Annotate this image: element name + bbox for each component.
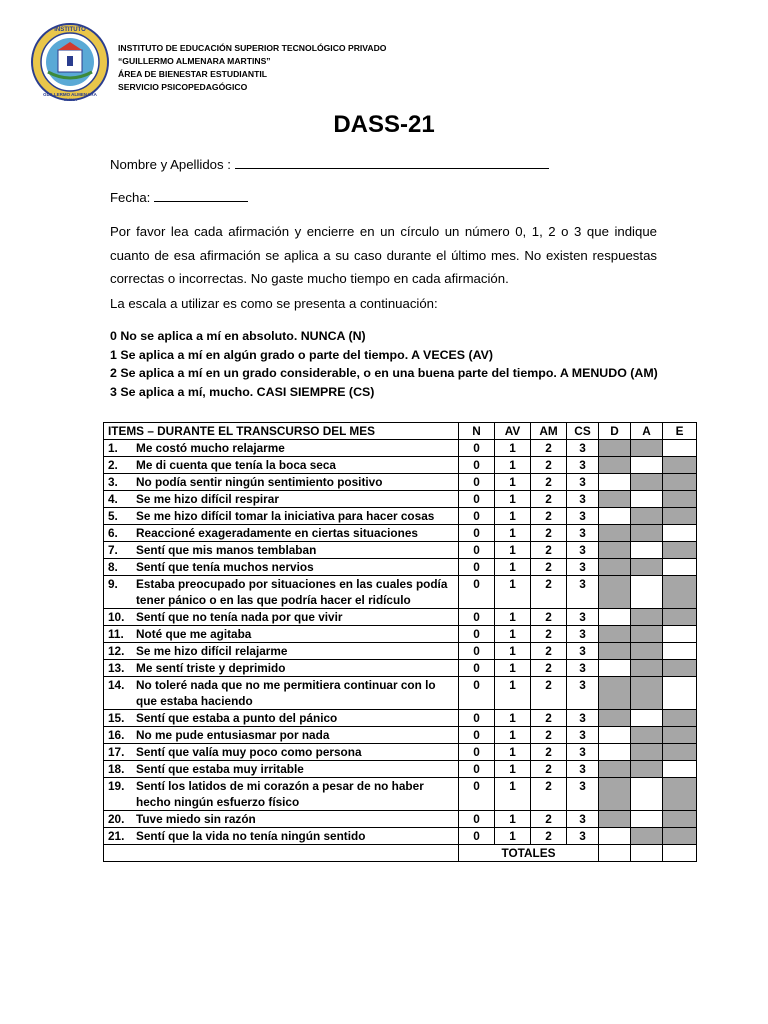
answer-option-3[interactable]: 3 (567, 491, 599, 508)
svg-text:TACNA: TACNA (63, 97, 77, 102)
score-cell-e (663, 576, 697, 609)
answer-option-2[interactable]: 2 (531, 778, 567, 811)
item-number: 1. (108, 441, 118, 455)
answer-option-0[interactable]: 0 (459, 457, 495, 474)
scale-item: 3 Se aplica a mí, mucho. CASI SIEMPRE (CS) (110, 384, 375, 399)
answer-option-2[interactable]: 2 (531, 559, 567, 576)
score-cell-a (631, 508, 663, 525)
item-number: 2. (108, 458, 118, 472)
score-cell-a (631, 440, 663, 457)
answer-option-2[interactable]: 2 (531, 828, 567, 845)
answer-option-0[interactable]: 0 (459, 744, 495, 761)
answer-option-3[interactable]: 3 (567, 440, 599, 457)
score-cell-a (631, 811, 663, 828)
item-number: 13. (108, 661, 125, 675)
answer-option-2[interactable]: 2 (531, 576, 567, 609)
answer-option-2[interactable]: 2 (531, 525, 567, 542)
date-blank-line[interactable] (154, 189, 248, 202)
name-label: Nombre y Apellidos : (110, 157, 231, 172)
answer-option-3[interactable]: 3 (567, 474, 599, 491)
answer-option-0[interactable]: 0 (459, 440, 495, 457)
answer-option-1[interactable]: 1 (495, 677, 531, 710)
answer-option-2[interactable]: 2 (531, 744, 567, 761)
item-text: Me sentí triste y deprimido (136, 661, 286, 675)
item-text-cell (104, 828, 459, 845)
answer-option-1[interactable]: 1 (495, 525, 531, 542)
table-row (104, 828, 697, 845)
answer-option-0[interactable]: 0 (459, 508, 495, 525)
score-cell-e (663, 542, 697, 559)
score-cell-e (663, 744, 697, 761)
institution-line: INSTITUTO DE EDUCACIÓN SUPERIOR TECNOLÓGICO PRIVADO (118, 43, 387, 53)
scale-item: 2 Se aplica a mí en un grado considerable, o en una buena parte del tiempo. A MENUDO (AM) (110, 366, 658, 380)
item-text-cell (104, 660, 459, 677)
item-text: Me di cuenta que tenía la boca seca (136, 458, 336, 472)
totals-label: TOTALES (459, 845, 599, 862)
total-e[interactable] (663, 845, 697, 862)
table-row (104, 677, 697, 710)
score-cell-a (631, 474, 663, 491)
item-text: Estaba preocupado por situaciones en las cuales podía tener pánico o en las que podría hacer el ridículo (136, 577, 448, 607)
score-cell-a (631, 626, 663, 643)
item-text-cell (104, 744, 459, 761)
score-cell-d (599, 744, 631, 761)
item-number: 5. (108, 509, 118, 523)
score-cell-d (599, 727, 631, 744)
item-text: Sentí que estaba muy irritable (136, 762, 304, 776)
answer-option-2[interactable]: 2 (531, 626, 567, 643)
answer-option-0[interactable]: 0 (459, 778, 495, 811)
score-cell-e (663, 440, 697, 457)
table-row (104, 643, 697, 660)
answer-option-2[interactable]: 2 (531, 811, 567, 828)
score-cell-e (663, 626, 697, 643)
instructions-paragraph: Por favor lea cada afirmación y encierre en un círculo un número 0, 1, 2 o 3 que indique cuanto de esa afirmación se aplica a su caso durante el último mes. No existen respuestas correctas o incorrectas. No gaste mucho tiempo en cada afirmación. (110, 224, 657, 286)
item-number: 9. (108, 577, 118, 591)
name-field[interactable] (110, 156, 549, 172)
table-row (104, 811, 697, 828)
score-cell-e (663, 508, 697, 525)
item-number: 20. (108, 812, 125, 826)
item-number: 14. (108, 678, 125, 692)
answer-option-1[interactable]: 1 (495, 542, 531, 559)
institution-line: “GUILLERMO ALMENARA MARTINS” (118, 56, 271, 66)
answer-option-3[interactable]: 3 (567, 744, 599, 761)
name-blank-line[interactable] (235, 156, 549, 169)
table-row (104, 508, 697, 525)
table-row (104, 710, 697, 727)
scale-item: 0 No se aplica a mí en absoluto. NUNCA (N) (110, 329, 366, 343)
score-cell-a (631, 525, 663, 542)
answer-option-2[interactable]: 2 (531, 761, 567, 778)
score-cell-d (599, 508, 631, 525)
item-text-cell (104, 508, 459, 525)
item-text: Reaccioné exageradamente en ciertas situaciones (136, 526, 418, 540)
header-n: N (459, 423, 495, 440)
answer-option-1[interactable]: 1 (495, 474, 531, 491)
item-text-cell (104, 811, 459, 828)
answer-option-0[interactable]: 0 (459, 559, 495, 576)
answer-option-1[interactable]: 1 (495, 744, 531, 761)
item-text-cell (104, 761, 459, 778)
answer-option-0[interactable]: 0 (459, 626, 495, 643)
score-cell-d (599, 643, 631, 660)
table-row (104, 609, 697, 626)
item-text-cell (104, 710, 459, 727)
score-cell-e (663, 491, 697, 508)
table-row (104, 457, 697, 474)
table-row (104, 727, 697, 744)
item-text: Sentí que no tenía nada por que vivir (136, 610, 343, 624)
score-cell-a (631, 660, 663, 677)
page-title: DASS-21 (333, 111, 435, 138)
answer-option-1[interactable]: 1 (495, 643, 531, 660)
score-cell-e (663, 609, 697, 626)
item-text-cell (104, 677, 459, 710)
score-cell-a (631, 559, 663, 576)
item-text-cell (104, 576, 459, 609)
answer-option-2[interactable]: 2 (531, 491, 567, 508)
item-text-cell (104, 727, 459, 744)
score-cell-d (599, 609, 631, 626)
score-cell-a (631, 677, 663, 710)
score-cell-d (599, 710, 631, 727)
item-text: Se me hizo difícil tomar la iniciativa para hacer cosas (136, 509, 435, 523)
header-av: AV (495, 423, 531, 440)
score-cell-d (599, 457, 631, 474)
svg-text:GUILLERMO ALMENARA: GUILLERMO ALMENARA (43, 92, 97, 97)
score-cell-a (631, 727, 663, 744)
item-number: 18. (108, 762, 125, 776)
answer-option-3[interactable]: 3 (567, 576, 599, 609)
answer-option-0[interactable]: 0 (459, 525, 495, 542)
answer-option-2[interactable]: 2 (531, 508, 567, 525)
answer-option-1[interactable]: 1 (495, 609, 531, 626)
score-cell-d (599, 761, 631, 778)
header (30, 22, 530, 102)
item-text: Sentí que estaba a punto del pánico (136, 711, 338, 725)
item-number: 17. (108, 745, 125, 759)
header-cs: CS (567, 423, 599, 440)
table-row (104, 525, 697, 542)
answer-option-1[interactable]: 1 (495, 576, 531, 609)
score-cell-e (663, 828, 697, 845)
score-cell-a (631, 609, 663, 626)
table-row (104, 474, 697, 491)
score-cell-d (599, 576, 631, 609)
scale-note: La escala a utilizar es como se presenta a continuación: (110, 296, 438, 311)
score-cell-d (599, 559, 631, 576)
score-cell-e (663, 778, 697, 811)
score-cell-d (599, 440, 631, 457)
answer-option-3[interactable]: 3 (567, 626, 599, 643)
date-field[interactable] (110, 189, 248, 205)
item-text: No toleré nada que no me permitiera continuar con lo que estaba haciendo (136, 678, 436, 708)
item-number: 21. (108, 829, 125, 843)
item-text-cell (104, 474, 459, 491)
answer-option-3[interactable]: 3 (567, 811, 599, 828)
score-cell-e (663, 457, 697, 474)
answer-option-0[interactable]: 0 (459, 474, 495, 491)
item-text: No me pude entusiasmar por nada (136, 728, 330, 742)
table-row (104, 744, 697, 761)
table-body (104, 440, 697, 845)
item-number: 19. (108, 779, 125, 793)
answer-option-1[interactable]: 1 (495, 491, 531, 508)
header-e: E (663, 423, 697, 440)
answer-option-0[interactable]: 0 (459, 576, 495, 609)
score-cell-e (663, 643, 697, 660)
item-text: Sentí que mis manos temblaban (136, 543, 317, 557)
item-number: 10. (108, 610, 125, 624)
answer-option-2[interactable]: 2 (531, 677, 567, 710)
table-row (104, 491, 697, 508)
score-cell-d (599, 778, 631, 811)
item-text: Sentí que valía muy poco como persona (136, 745, 362, 759)
answer-option-0[interactable]: 0 (459, 811, 495, 828)
item-text-cell (104, 491, 459, 508)
answer-option-3[interactable]: 3 (567, 609, 599, 626)
totals-row (104, 845, 697, 862)
score-cell-d (599, 811, 631, 828)
score-cell-e (663, 710, 697, 727)
item-text: Tuve miedo sin razón (136, 812, 256, 826)
item-text: Sentí que la vida no tenía ningún sentido (136, 829, 366, 843)
answer-option-2[interactable]: 2 (531, 710, 567, 727)
score-cell-e (663, 677, 697, 710)
score-cell-e (663, 559, 697, 576)
dass-items-table (103, 422, 697, 862)
item-number: 12. (108, 644, 125, 658)
answer-option-0[interactable]: 0 (459, 710, 495, 727)
header-am: AM (531, 423, 567, 440)
item-number: 3. (108, 475, 118, 489)
scale-list (110, 327, 658, 401)
score-cell-d (599, 660, 631, 677)
answer-option-3[interactable]: 3 (567, 828, 599, 845)
answer-option-1[interactable]: 1 (495, 761, 531, 778)
header-d: D (599, 423, 631, 440)
score-cell-d (599, 828, 631, 845)
answer-option-0[interactable]: 0 (459, 542, 495, 559)
total-a[interactable] (631, 845, 663, 862)
answer-option-3[interactable]: 3 (567, 778, 599, 811)
svg-text:INSTITUTO: INSTITUTO (54, 27, 86, 33)
item-text-cell (104, 525, 459, 542)
score-cell-d (599, 677, 631, 710)
answer-option-1[interactable]: 1 (495, 508, 531, 525)
answer-option-3[interactable]: 3 (567, 643, 599, 660)
item-text: Se me hizo difícil relajarme (136, 644, 288, 658)
answer-option-1[interactable]: 1 (495, 778, 531, 811)
score-cell-a (631, 828, 663, 845)
answer-option-0[interactable]: 0 (459, 727, 495, 744)
score-cell-d (599, 542, 631, 559)
answer-option-1[interactable]: 1 (495, 559, 531, 576)
score-cell-e (663, 525, 697, 542)
table-row (104, 761, 697, 778)
answer-option-3[interactable]: 3 (567, 677, 599, 710)
answer-option-1[interactable]: 1 (495, 440, 531, 457)
score-cell-e (663, 727, 697, 744)
item-text-cell (104, 609, 459, 626)
institute-logo-icon (30, 22, 110, 102)
answer-option-3[interactable]: 3 (567, 559, 599, 576)
answer-option-3[interactable]: 3 (567, 457, 599, 474)
table-row (104, 778, 697, 811)
answer-option-1[interactable]: 1 (495, 626, 531, 643)
item-text: Se me hizo difícil respirar (136, 492, 279, 506)
answer-option-2[interactable]: 2 (531, 660, 567, 677)
institution-line: SERVICIO PSICOPEDAGÓGICO (118, 82, 248, 92)
score-cell-a (631, 643, 663, 660)
answer-option-2[interactable]: 2 (531, 727, 567, 744)
answer-option-0[interactable]: 0 (459, 609, 495, 626)
institution-info (118, 42, 387, 94)
date-label: Fecha: (110, 190, 151, 205)
item-number: 7. (108, 543, 118, 557)
item-number: 15. (108, 711, 125, 725)
item-number: 8. (108, 560, 118, 574)
score-cell-d (599, 525, 631, 542)
table-header-row (104, 423, 697, 440)
answer-option-2[interactable]: 2 (531, 474, 567, 491)
total-d[interactable] (599, 845, 631, 862)
answer-option-1[interactable]: 1 (495, 727, 531, 744)
score-cell-a (631, 457, 663, 474)
score-cell-e (663, 660, 697, 677)
table-row (104, 576, 697, 609)
answer-option-2[interactable]: 2 (531, 457, 567, 474)
score-cell-d (599, 474, 631, 491)
table-row (104, 559, 697, 576)
answer-option-1[interactable]: 1 (495, 660, 531, 677)
score-cell-a (631, 744, 663, 761)
item-text-cell (104, 626, 459, 643)
item-text-cell (104, 457, 459, 474)
answer-option-0[interactable]: 0 (459, 643, 495, 660)
score-cell-d (599, 626, 631, 643)
header-items: ITEMS – DURANTE EL TRANSCURSO DEL MES (104, 423, 459, 440)
score-cell-a (631, 710, 663, 727)
table-row (104, 626, 697, 643)
score-cell-a (631, 542, 663, 559)
answer-option-1[interactable]: 1 (495, 457, 531, 474)
item-text: Me costó mucho relajarme (136, 441, 285, 455)
answer-option-3[interactable]: 3 (567, 525, 599, 542)
item-text: Noté que me agitaba (136, 627, 252, 641)
item-text-cell (104, 542, 459, 559)
answer-option-0[interactable]: 0 (459, 761, 495, 778)
answer-option-0[interactable]: 0 (459, 677, 495, 710)
scale-item: 1 Se aplica a mí en algún grado o parte del tiempo. A VECES (AV) (110, 347, 494, 362)
item-text-cell (104, 643, 459, 660)
score-cell-a (631, 491, 663, 508)
answer-option-1[interactable]: 1 (495, 710, 531, 727)
answer-option-0[interactable]: 0 (459, 660, 495, 677)
item-text-cell (104, 778, 459, 811)
answer-option-0[interactable]: 0 (459, 828, 495, 845)
answer-option-0[interactable]: 0 (459, 491, 495, 508)
answer-option-3[interactable]: 3 (567, 761, 599, 778)
answer-option-2[interactable]: 2 (531, 609, 567, 626)
item-number: 6. (108, 526, 118, 540)
answer-option-3[interactable]: 3 (567, 542, 599, 559)
item-number: 16. (108, 728, 125, 742)
header-a: A (631, 423, 663, 440)
score-cell-e (663, 474, 697, 491)
score-cell-d (599, 491, 631, 508)
answer-option-1[interactable]: 1 (495, 828, 531, 845)
score-cell-e (663, 811, 697, 828)
item-text: No podía sentir ningún sentimiento positivo (136, 475, 383, 489)
item-text-cell (104, 559, 459, 576)
table-row (104, 660, 697, 677)
answer-option-2[interactable]: 2 (531, 542, 567, 559)
institution-line: ÁREA DE BIENESTAR ESTUDIANTIL (118, 69, 267, 79)
item-number: 11. (108, 627, 124, 641)
answer-option-3[interactable]: 3 (567, 727, 599, 744)
table-row (104, 440, 697, 457)
item-text: Sentí los latidos de mi corazón a pesar de no haber hecho ningún esfuerzo físico (136, 779, 424, 809)
score-cell-e (663, 761, 697, 778)
answer-option-3[interactable]: 3 (567, 508, 599, 525)
answer-option-1[interactable]: 1 (495, 811, 531, 828)
item-text-cell (104, 440, 459, 457)
item-number: 4. (108, 492, 118, 506)
item-text: Sentí que tenía muchos nervios (136, 560, 314, 574)
table-row (104, 542, 697, 559)
answer-option-2[interactable]: 2 (531, 440, 567, 457)
answer-option-3[interactable]: 3 (567, 660, 599, 677)
score-cell-a (631, 778, 663, 811)
score-cell-a (631, 761, 663, 778)
score-cell-a (631, 576, 663, 609)
answer-option-3[interactable]: 3 (567, 710, 599, 727)
answer-option-2[interactable]: 2 (531, 643, 567, 660)
